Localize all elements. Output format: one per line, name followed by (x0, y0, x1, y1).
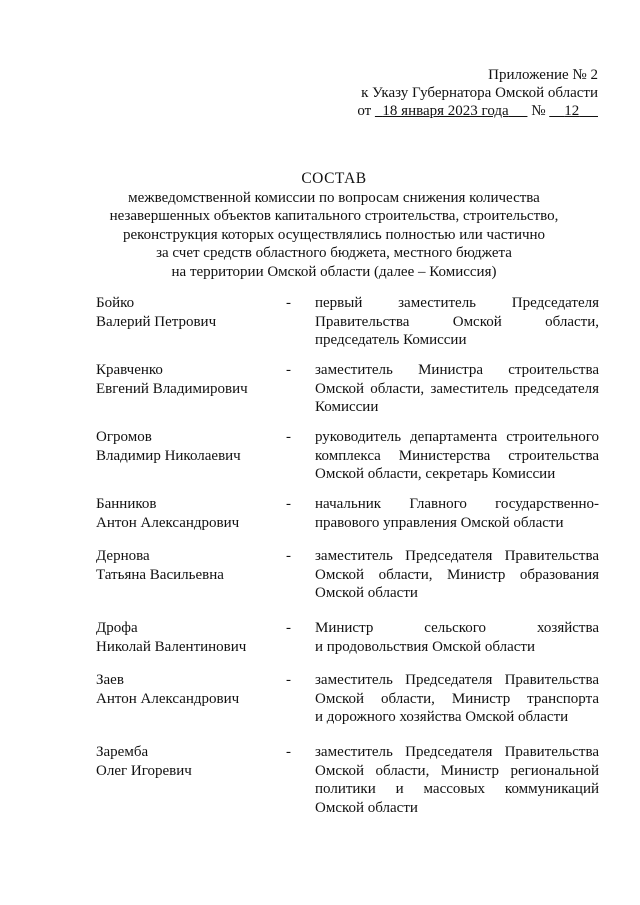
member-surname: Бойко (96, 295, 135, 311)
member-given-name: Евгений Владимирович (96, 380, 248, 397)
member-role-line: комплекса Министерства строительства (315, 447, 599, 464)
member-dash: - (286, 548, 291, 564)
member-role (315, 743, 599, 817)
title-line-5: на территории Омской области (далее – Комиссия) (171, 263, 497, 280)
decree-date: 18 января 2023 года (382, 103, 509, 119)
member-role-line: заместитель Председателя Правительства (315, 548, 599, 564)
member-surname: Заев (96, 672, 124, 688)
member-given-name: Владимир Николаевич (96, 447, 241, 464)
member-surname: Дрофа (96, 620, 138, 636)
decree-number: 12 (564, 103, 580, 119)
member-role-line: заместитель Министра строительства (315, 362, 599, 378)
decree-date-number (357, 102, 598, 120)
member-surname: Дернова (96, 548, 150, 564)
member-dash: - (286, 744, 291, 760)
date-prefix: от (357, 103, 372, 119)
member-role-line: политики и массовых коммуникаций (315, 781, 599, 797)
document-header (357, 66, 598, 120)
member-name (96, 294, 286, 331)
member-role-line: Омской области, заместитель председателя (315, 380, 599, 397)
member-role-line: и дорожного хозяйства Омской области (315, 709, 569, 725)
member-name (96, 743, 286, 780)
member-role (315, 361, 599, 417)
member-surname: Заремба (96, 744, 149, 760)
member-role (315, 619, 599, 656)
member-dash: - (286, 429, 291, 445)
title-line-2: незавершенных объектов капитального строительства, строительство, (109, 208, 559, 224)
member-role-line: правового управления Омской области (315, 514, 564, 531)
member-given-name: Антон Александрович (96, 690, 240, 707)
member-role-line: заместитель Председателя Правительства (315, 744, 599, 760)
member-name (96, 547, 286, 584)
member-name (96, 361, 286, 398)
member-dash: - (286, 620, 291, 636)
member-role-line: Омской области, Министр региональной (315, 762, 599, 779)
title-line-3: реконструкция которых осуществлялись полностью или частично (122, 226, 546, 243)
member-given-name: Николай Валентинович (96, 638, 247, 655)
member-name (96, 428, 286, 465)
member-dash: - (286, 362, 291, 378)
member-role-line: Омской области, секретарь Комиссии (315, 466, 556, 482)
decree-reference: к Указу Губернатора Омской области (361, 85, 598, 101)
number-prefix: № (531, 103, 546, 119)
member-role (315, 495, 599, 532)
member-name (96, 619, 286, 656)
member-role-line: Комиссии (315, 399, 379, 415)
member-role-line: Омской области (315, 585, 418, 601)
member-role-line: первый заместитель Председателя (315, 295, 599, 311)
member-dash: - (286, 672, 291, 688)
member-role-line: и продовольствия Омской области (315, 638, 536, 655)
member-name (96, 671, 286, 708)
member-role-line: начальник Главного государственно- (315, 496, 599, 512)
member-role (315, 547, 599, 603)
member-role (315, 428, 599, 484)
member-given-name: Олег Игоревич (96, 762, 192, 779)
member-role-line: Омской области (315, 799, 418, 816)
member-surname: Кравченко (96, 362, 163, 378)
appendix-label: Приложение № 2 (488, 67, 598, 83)
member-role-line: председатель Комиссии (315, 332, 467, 348)
member-name (96, 495, 286, 532)
member-given-name: Валерий Петрович (96, 313, 217, 330)
title-line-1: межведомственной комиссии по вопросам снижения количества (128, 189, 540, 206)
title-line-4: за счет средств областного бюджета, местного бюджета (156, 245, 512, 261)
member-role-line: Омской области, Министр образования (315, 566, 599, 583)
member-given-name: Татьяна Васильевна (96, 566, 224, 583)
document-title (70, 170, 598, 281)
member-role (315, 671, 599, 727)
member-role-line: Министр сельского хозяйства (315, 620, 599, 636)
member-role (315, 294, 599, 350)
member-dash: - (286, 496, 291, 512)
member-given-name: Антон Александрович (96, 514, 240, 531)
member-surname: Банников (96, 496, 157, 512)
member-role-line: заместитель Председателя Правительства (315, 672, 599, 688)
member-role-line: Омской области, Министр транспорта (315, 690, 599, 707)
member-role-line: Правительства Омской области, (315, 313, 599, 330)
title-heading: СОСТАВ (301, 170, 367, 187)
member-surname: Огромов (96, 429, 152, 445)
member-role-line: руководитель департамента строительного (315, 429, 599, 445)
member-dash: - (286, 295, 291, 311)
